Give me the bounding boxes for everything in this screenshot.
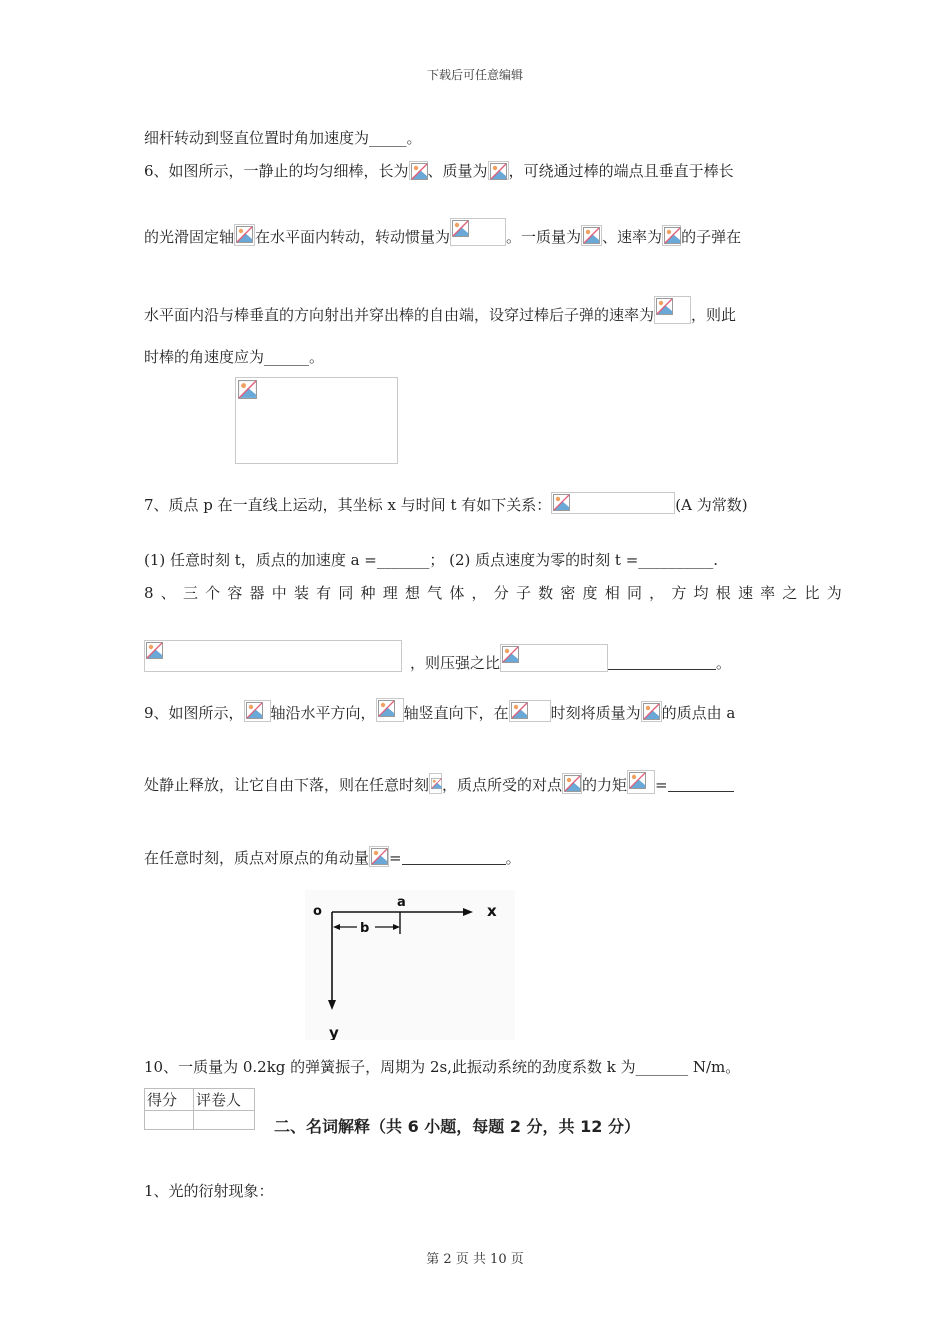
formula-image-icon [662, 225, 681, 246]
question-9-line-3: 在任意时刻，质点对原点的角动量 = 。 [144, 846, 521, 869]
score-table [144, 1088, 255, 1130]
coordinate-axes-diagram [305, 890, 515, 1040]
formula-image-icon [369, 846, 389, 867]
length-b-label: b [360, 921, 370, 936]
score-cell[interactable] [145, 1111, 194, 1130]
formula-image-icon [376, 698, 404, 722]
formula-image-icon [450, 218, 506, 246]
formula-image-icon [654, 296, 691, 324]
question-9-line-2: 处静止释放，让它自由下落，则在任意时刻 ，质点所受的对点 的力矩 = [144, 770, 734, 796]
formula-image-icon [234, 224, 255, 246]
section-2-question-1: 1、光的衍射现象： [144, 1182, 274, 1200]
question-7-line-1: 7、质点 p 在一直线上运动，其坐标 x 与时间 t 有如下关系： (A 为常数) [144, 492, 748, 516]
figure-image-placeholder [235, 377, 398, 464]
formula-image-icon [409, 161, 428, 180]
grader-header: 评卷人 [194, 1089, 255, 1111]
question-10-line: 10、一质量为 0.2kg 的弹簧振子，周期为 2s,此振动系统的劲度系数 k 为_______ N/m。 [144, 1058, 741, 1076]
page-header: 下载后可任意编辑 [426, 68, 523, 82]
formula-image-icon [641, 701, 662, 722]
question-8-line-1: 8、三个容器中装有同种理想气体，分子数密度相同，方均根速率之比为 [144, 584, 849, 602]
formula-image-icon [244, 700, 271, 722]
formula-image-icon [488, 161, 509, 180]
question-7-line-2: (1) 任意时刻 t，质点的加速度 a =_______； (2) 质点速度为零的时刻 t =__________. [144, 551, 719, 569]
question-6-line-1: 6、如图所示，一静止的均匀细棒，长为 、质量为 ，可绕通过棒的端点且垂直于棒长 [144, 162, 734, 180]
grader-cell[interactable] [194, 1111, 255, 1130]
answer-blank [402, 850, 506, 865]
question-9-line-1: 9、如图所示， 轴沿水平方向， 轴竖直向下，在 时刻将质量为 的质点由 a [144, 698, 735, 724]
question-6-line-3: 水平面内沿与棒垂直的方向射出并穿出棒的自由端，设穿过棒后子弹的速率为 ，则此 [144, 296, 736, 326]
answer-blank [608, 655, 716, 670]
question-6-line-4: 时棒的角速度应为______。 [144, 348, 325, 366]
point-a-label: a [397, 895, 406, 910]
x-axis-label: x [487, 902, 497, 920]
formula-image-icon [500, 644, 608, 672]
section-title: 二、名词解释（共 6 小题，每题 2 分，共 12 分） [274, 1117, 640, 1136]
question-8-line-2: ，则压强之比 。 [144, 640, 731, 674]
answer-blank [668, 777, 734, 792]
score-header: 得分 [145, 1089, 194, 1111]
origin-label: o [313, 904, 322, 919]
y-axis-label: y [329, 1024, 339, 1040]
formula-image-icon [581, 225, 602, 246]
question-6-line-2: 的光滑固定轴 在水平面内转动，转动惯量为 。一质量为 、速率为 的子弹在 [144, 218, 741, 248]
formula-image-icon [509, 700, 551, 722]
formula-image-icon [144, 640, 402, 672]
formula-image-icon [551, 492, 675, 514]
formula-image-icon [627, 770, 655, 794]
formula-image-icon [562, 773, 582, 794]
formula-image-icon [429, 773, 442, 794]
text-line: 细杆转动到竖直位置时角加速度为_____。 [144, 129, 422, 147]
page-footer: 第 2 页 共 10 页 [426, 1252, 524, 1267]
